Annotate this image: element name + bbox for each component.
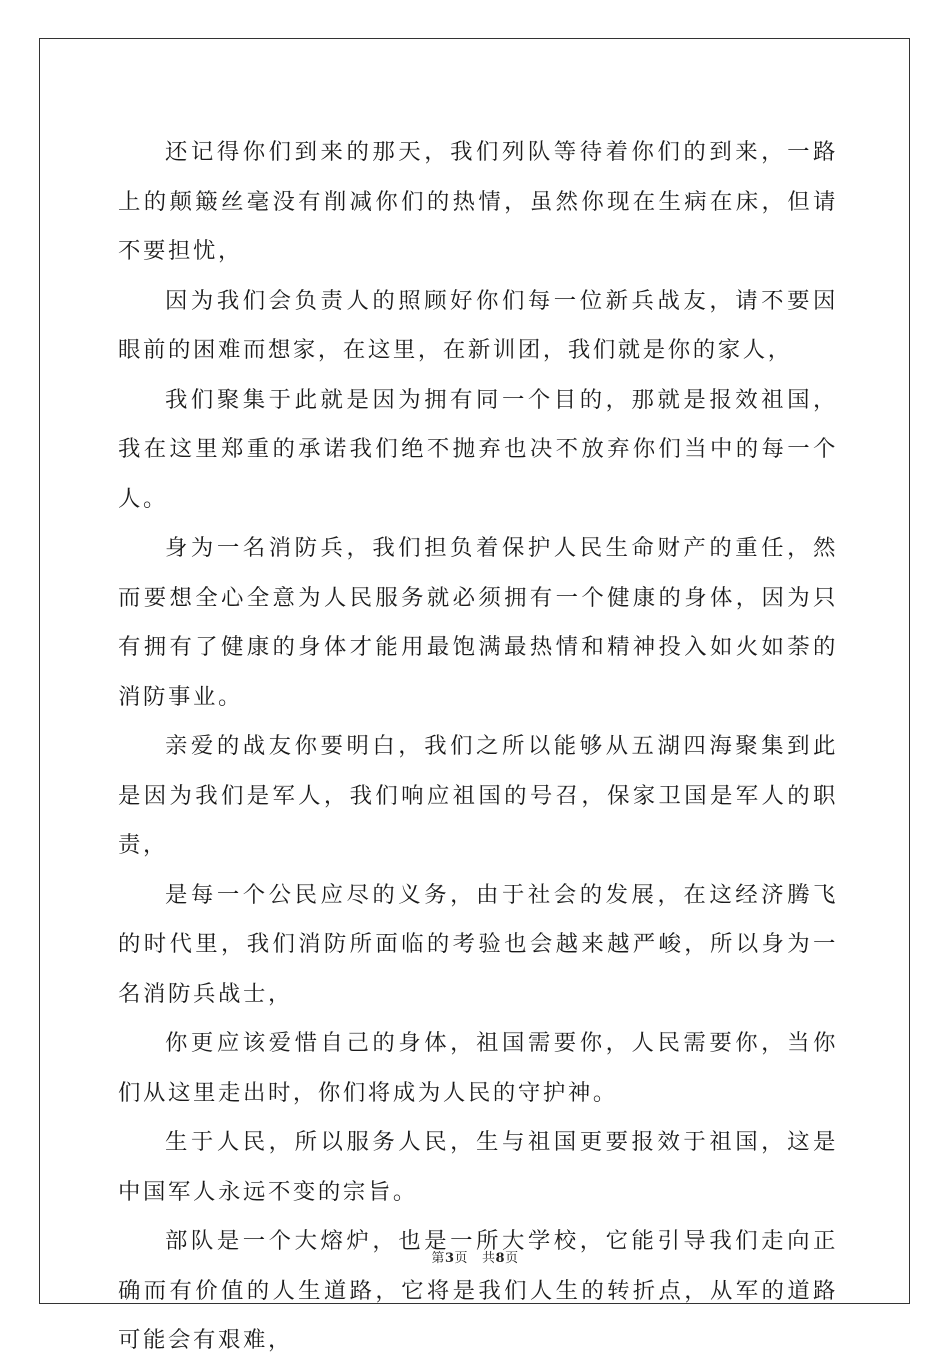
paragraph-5: 亲爱的战友你要明白，我们之所以能够从五湖四海聚集到此是因为我们是军人，我们响应祖国的号召，保家卫国是军人的职责， [118, 733, 838, 858]
document-body [118, 128, 838, 1366]
paragraph-3: 我们聚集于此就是因为拥有同一个目的，那就是报效祖国，我在这里郑重的承诺我们绝不抛弃也决不放弃你们当中的每一个人。 [118, 386, 838, 512]
total-suffix: 页 [505, 1251, 519, 1266]
current-page-number: 3 [444, 1251, 455, 1266]
paragraph-7: 你更应该爱惜自己的身体，祖国需要你，人民需要你，当你们从这里走出时，你们将成为人民的守护神。 [118, 1030, 838, 1106]
paragraph-4: 身为一名消防兵，我们担负着保护人民生命财产的重任，然而要想全心全意为人民服务就必须拥有一个健康的身体，因为只有拥有了健康的身体才能用最饱满最热情和精神投入如火如荼的消防事业。 [118, 535, 838, 710]
page-prefix: 第 [431, 1251, 445, 1266]
total-prefix: 共 [482, 1251, 496, 1266]
page-suffix: 页 [454, 1251, 468, 1266]
paragraph-9: 部队是一个大熔炉，也是一所大学校，它能引导我们走向正确而有价值的人生道路，它将是我们人生的转折点，从军的道路可能会有艰难， [118, 1228, 838, 1353]
paragraph-1: 还记得你们到来的那天，我们列队等待着你们的到来，一路上的颠簸丝毫没有削减你们的热情，虽然你现在生病在床，但请不要担忧， [118, 139, 838, 264]
page-footer [0, 1247, 950, 1266]
paragraph-6: 是每一个公民应尽的义务，由于社会的发展，在这经济腾飞的时代里，我们消防所面临的考验也会越来越严峻，所以身为一名消防兵战士， [118, 881, 838, 1007]
paragraph-8: 生于人民，所以服务人民，生与祖国更要报效于祖国，这是中国军人永远不变的宗旨。 [118, 1129, 838, 1205]
total-page-number: 8 [495, 1251, 506, 1266]
paragraph-2: 因为我们会负责人的照顾好你们每一位新兵战友，请不要因眼前的困难而想家，在这里，在新训团，我们就是你的家人， [118, 287, 838, 363]
